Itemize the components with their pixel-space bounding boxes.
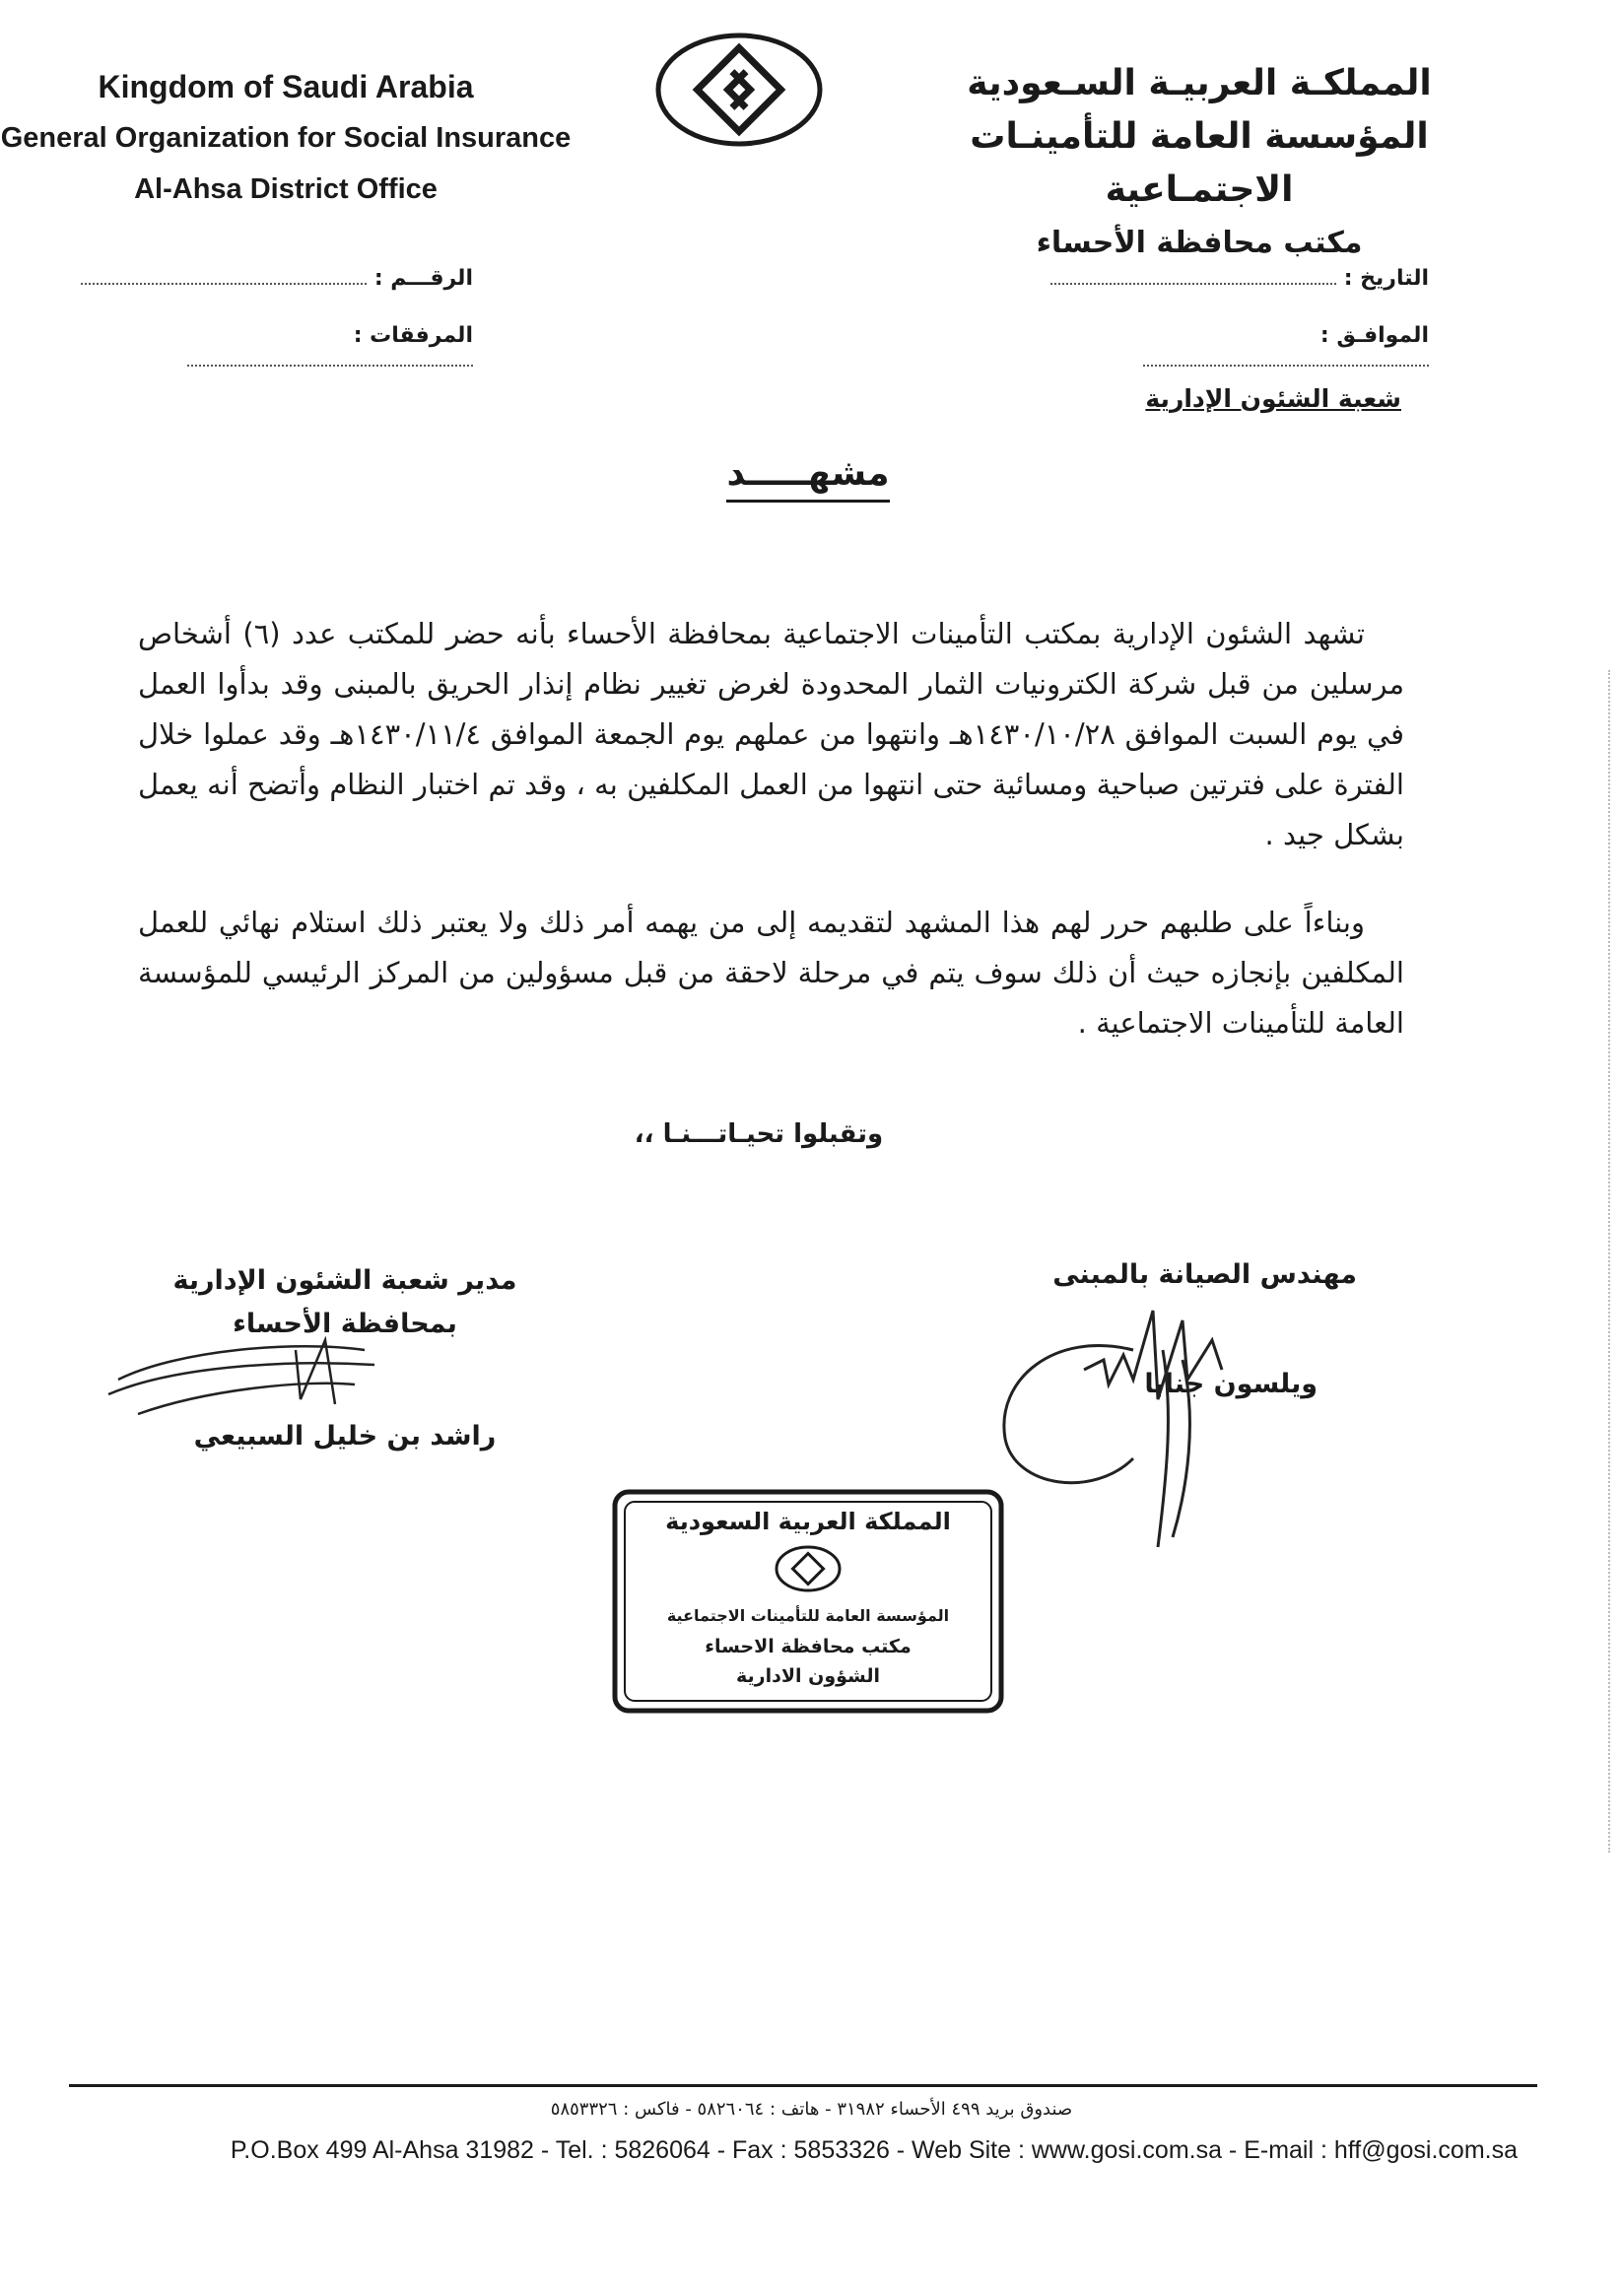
date-blank [1050,277,1336,285]
admin-manager-title-line1: مدير شعبة الشئون الإدارية [172,1265,517,1296]
admin-manager-title-line2: بمحافظة الأحساء [233,1309,457,1339]
stamp-line2: المؤسسة العامة للتأمينات الاجتماعية [666,1606,950,1625]
footer-arabic-address: صندوق بريد ٤٩٩ الأحساء ٣١٩٨٢ - هاتف : ٥٨٢٦٠٦٤ - فاكس : ٥٨٥٣٣٢٦ [550,2099,1073,2120]
number-field [79,266,473,291]
number-label: الرقـــم : [373,266,473,291]
department-name: شعبة الشئون الإدارية [1145,384,1401,413]
footer-english-address: P.O.Box 499 Al-Ahsa 31982 - Tel. : 5826064 - Fax : 5853326 - Web Site : www.gosi.com.sa - E-mail : hff@gosi.com.sa [230,2136,1518,2164]
stamp-line1: المملكة العربية السعودية [665,1508,951,1535]
attachments-field [79,323,473,372]
date-label: التاريخ : [1343,266,1429,291]
header-en-line2: General Organization for Social Insurance [0,122,572,154]
arabic-header [894,57,1505,270]
manager-signature-icon [99,1320,384,1429]
body-paragraph-1: تشهد الشئون الإدارية بمكتب التأمينات الاجتماعية بمحافظة الأحساء بأنه حضر للمكتب عدد (٦) أشخاص مرسلين من قبل شركة الكترونيات الثمار المحدودة لغرض تغيير نظام إنذار الحريق بالمبنى وقد بدأوا العمل في يوم السبت الموافق ١٤٣٠/١٠/٢٨هـ وانتهوا من عملهم يوم الجمعة الموافق ١٤٣٠/١١/٤هـ وقد عملوا خلال الفترة على فترتين صباحية ومسائية حتى انتهوا من العمل المكلفين به ، وقد تم اختبار النظام وأتضح أنه يعمل بشكل جيد . [138,617,1404,851]
attachments-label: المرفقات : [353,323,473,348]
header-ar-line1: المملكـة العربيـة السـعودية [967,63,1432,103]
document-title [641,453,976,494]
stamp-line4: الشؤون الادارية [735,1665,881,1687]
header-ar-line2: المؤسسة العامة للتأمينـات الاجتمـاعية [970,116,1429,210]
corresponding-label: الموافـق : [1319,323,1429,348]
footer-divider [69,2084,1537,2087]
closing-greeting: وتقبلوا تحيـاتـــنـا ،، [634,1119,884,1149]
header-en-line3: Al-Ahsa District Office [134,173,438,205]
maintenance-engineer-name: ويلسون جنابا [1144,1369,1318,1399]
header-ar-line3: مكتب محافظة الأحساء [1036,226,1363,260]
attachments-blank [187,359,473,367]
number-blank [81,277,367,285]
header-en-line1: Kingdom of Saudi Arabia [98,69,474,104]
scan-edge-mark [1608,670,1612,1853]
official-stamp [611,1488,1005,1715]
english-header [0,61,572,215]
letter-body [138,609,1404,1048]
admin-manager-name: راشد بن خليل السبيعي [193,1421,497,1452]
maintenance-engineer-title: مهندس الصيانة بالمبنى [1052,1259,1357,1290]
corresponding-blank [1143,359,1429,367]
stamp-line3: مكتب محافظة الاحساء [705,1636,912,1657]
gosi-logo-icon [654,32,824,148]
engineer-signature-icon [985,1291,1281,1567]
corresponding-date-field [1035,323,1429,372]
document-title-text: مشهـــــد [726,453,889,503]
body-paragraph-2: وبناءاً على طلبهم حرر لهم هذا المشهد لتقديمه إلى من يهمه أمر ذلك ولا يعتبر ذلك استلام نهائي للعمل المكلفين بإنجازه حيث أن ذلك سوف يتم في مرحلة لاحقة من قبل مسؤولين من المركز الرئيسي للمؤسسة العامة للتأمينات الاجتماعية . [138,906,1404,1040]
date-field [1035,266,1429,291]
